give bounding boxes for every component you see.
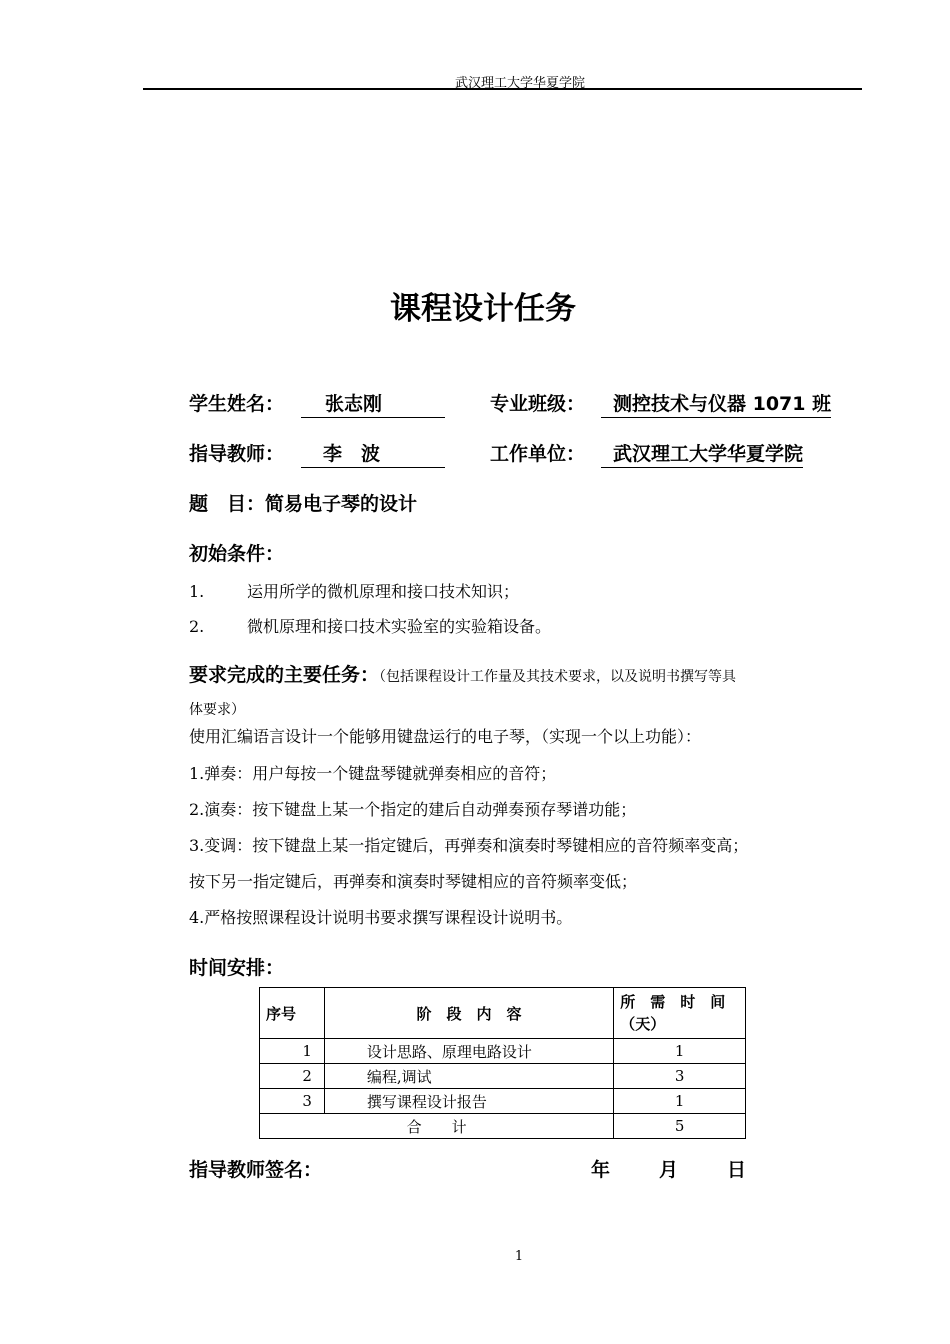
signature-month: 月: [659, 1159, 679, 1181]
signature-year: 年: [591, 1159, 611, 1181]
tasks-note-cont: 体要求）: [189, 702, 245, 718]
major-class: 测控技术与仪器 1071 班: [601, 389, 831, 418]
header-seq: 序号: [260, 988, 325, 1039]
task-line: 2.演奏：按下键盘上某一个指定的建后自动弹奏预存琴谱功能；: [189, 800, 637, 819]
condition-text: 运用所学的微机原理和接口技术知识；: [247, 582, 520, 601]
condition-number: 2.: [189, 617, 205, 636]
topic-label: 题 目：: [189, 493, 266, 515]
task-line: 按下另一指定键后，再弹奏和演奏时琴键相应的音符频率变低；: [189, 872, 638, 891]
unit-label: 工作单位：: [490, 443, 586, 465]
task-line: 4.严格按照课程设计说明书要求撰写课程设计说明书。: [189, 908, 573, 927]
advisor-label: 指导教师：: [189, 443, 285, 465]
page-number: 1: [514, 1249, 524, 1264]
unit-field: [601, 439, 803, 468]
cell-days: 1: [614, 1089, 746, 1114]
header-days: [614, 988, 746, 1039]
condition-item: [189, 579, 519, 602]
student-label: 学生姓名：: [189, 393, 285, 415]
major-field: [601, 389, 831, 418]
tasks-heading-row: [189, 660, 736, 687]
advisor-name-field: [301, 439, 445, 468]
tasks-note: （包括课程设计工作量及其技术要求，以及说明书撰写等具: [379, 669, 737, 685]
schedule-table: [259, 987, 746, 1139]
table-row: [260, 1064, 746, 1089]
cell-days: 3: [614, 1064, 746, 1089]
header-days-line1: 所 需 时 间: [620, 993, 726, 1011]
cell-content: 编程,调试: [324, 1064, 613, 1089]
cell-content: 设计思路、原理电路设计: [324, 1039, 613, 1064]
total-label: 合 计: [260, 1114, 614, 1139]
student-name-field: [301, 389, 445, 418]
total-days: 5: [614, 1114, 746, 1139]
advisor-name: 李 波: [301, 439, 445, 468]
task-line: 使用汇编语言设计一个能够用键盘运行的电子琴，（实现一个以上功能）：: [189, 727, 702, 746]
topic-value: 简易电子琴的设计: [265, 493, 418, 515]
condition-item: [189, 614, 551, 637]
cell-seq: 1: [260, 1039, 325, 1064]
condition-number: 1.: [189, 582, 205, 601]
header-content: 阶 段 内 容: [324, 988, 613, 1039]
cell-seq: 2: [260, 1064, 325, 1089]
signature-label: 指导教师签名：: [189, 1159, 323, 1181]
cell-days: 1: [614, 1039, 746, 1064]
student-name: 张志刚: [301, 389, 445, 418]
table-header-row: [260, 988, 746, 1039]
tasks-heading: 要求完成的主要任务：: [189, 664, 380, 686]
signature-day: 日: [727, 1159, 747, 1181]
cell-content: 撰写课程设计报告: [324, 1089, 613, 1114]
page-title: 课程设计任务: [390, 291, 576, 327]
work-unit: 武汉理工大学华夏学院: [601, 439, 803, 468]
task-line: 3.变调：按下键盘上某一指定键后，再弹奏和演奏时琴键相应的音符频率变高；: [189, 836, 749, 855]
header-school: 武汉理工大学华夏学院: [454, 76, 585, 91]
table-row: [260, 1039, 746, 1064]
topic-row: [189, 489, 417, 516]
table-total-row: [260, 1114, 746, 1139]
table-row: [260, 1089, 746, 1114]
header-rule: [143, 88, 862, 90]
major-label: 专业班级：: [490, 393, 586, 415]
condition-text: 微机原理和接口技术实验室的实验箱设备。: [247, 617, 552, 636]
conditions-heading: 初始条件：: [189, 543, 285, 565]
header-days-line2: （天）: [620, 1015, 666, 1033]
schedule-heading: 时间安排：: [189, 957, 285, 979]
task-line: 1.弹奏：用户每按一个键盘琴键就弹奏相应的音符；: [189, 764, 557, 783]
cell-seq: 3: [260, 1089, 325, 1114]
